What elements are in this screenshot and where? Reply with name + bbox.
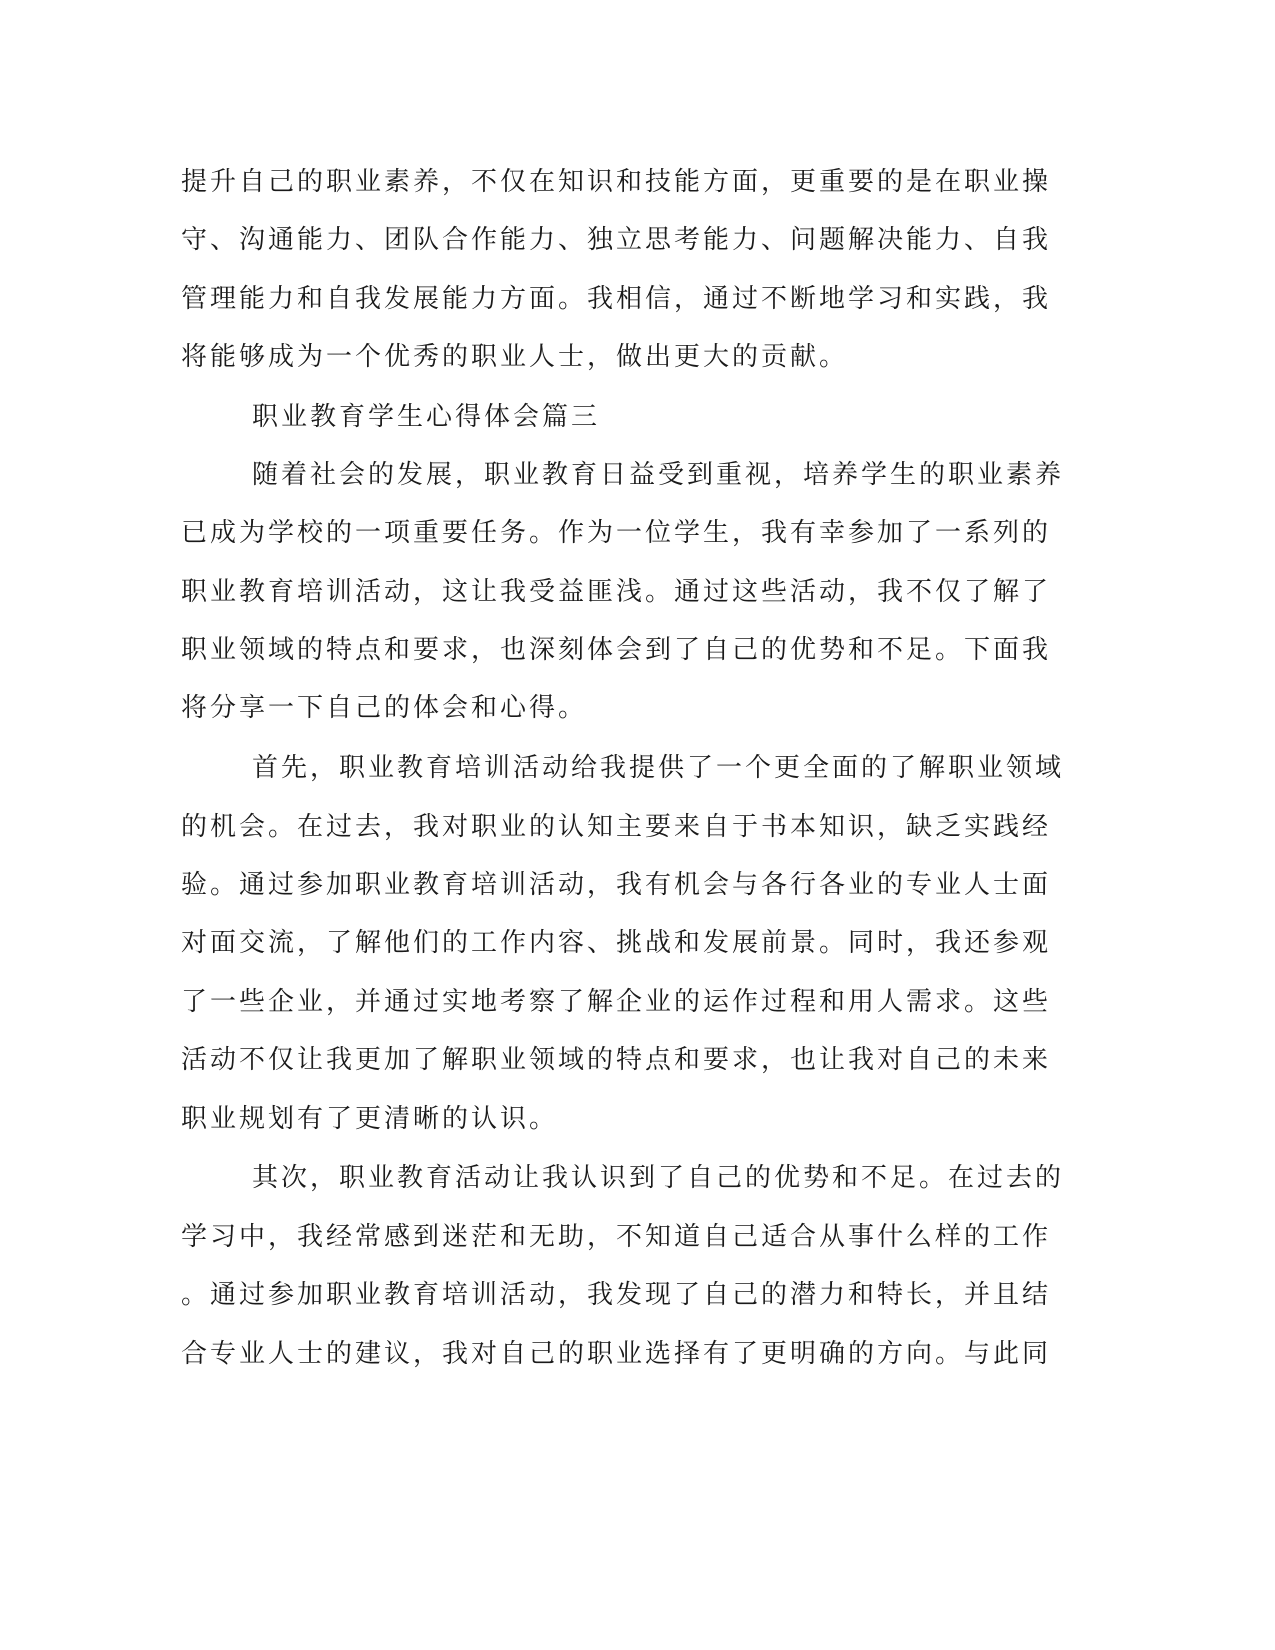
text-line: 。通过参加职业教育培训活动，我发现了自己的潜力和特长，并且结 <box>181 1280 1052 1310</box>
text-line: 职业规划有了更清晰的认识。 <box>181 1104 559 1134</box>
text-line: 对面交流，了解他们的工作内容、挑战和发展前景。同时，我还参观 <box>181 928 1052 958</box>
text-line: 其次，职业教育活动让我认识到了自己的优势和不足。在过去的 <box>252 1163 1065 1193</box>
text-line: 验。通过参加职业教育培训活动，我有机会与各行各业的专业人士面 <box>181 870 1052 900</box>
text-line: 将能够成为一个优秀的职业人士，做出更大的贡献。 <box>181 342 849 372</box>
text-line: 随着社会的发展，职业教育日益受到重视，培养学生的职业素养 <box>252 460 1065 490</box>
text-line: 活动不仅让我更加了解职业领域的特点和要求，也让我对自己的未来 <box>181 1045 1052 1075</box>
text-line: 将分享一下自己的体会和心得。 <box>181 693 588 723</box>
text-line: 守、沟通能力、团队合作能力、独立思考能力、问题解决能力、自我 <box>181 225 1052 255</box>
text-line: 了一些企业，并通过实地考察了解企业的运作过程和用人需求。这些 <box>181 987 1052 1017</box>
text-line: 首先，职业教育培训活动给我提供了一个更全面的了解职业领域 <box>252 753 1065 783</box>
text-line: 已成为学校的一项重要任务。作为一位学生，我有幸参加了一系列的 <box>181 518 1052 548</box>
text-line: 提升自己的职业素养，不仅在知识和技能方面，更重要的是在职业操 <box>181 167 1052 197</box>
text-line: 的机会。在过去，我对职业的认知主要来自于书本知识，缺乏实践经 <box>181 812 1052 842</box>
text-line: 职业教育培训活动，这让我受益匪浅。通过这些活动，我不仅了解了 <box>181 577 1052 607</box>
text-line: 学习中，我经常感到迷茫和无助，不知道自己适合从事什么样的工作 <box>181 1222 1052 1252</box>
section-heading: 职业教育学生心得体会篇三 <box>252 402 601 432</box>
text-line: 管理能力和自我发展能力方面。我相信，通过不断地学习和实践，我 <box>181 284 1052 314</box>
text-line: 职业领域的特点和要求，也深刻体会到了自己的优势和不足。下面我 <box>181 635 1052 665</box>
text-line: 合专业人士的建议，我对自己的职业选择有了更明确的方向。与此同 <box>181 1339 1052 1369</box>
